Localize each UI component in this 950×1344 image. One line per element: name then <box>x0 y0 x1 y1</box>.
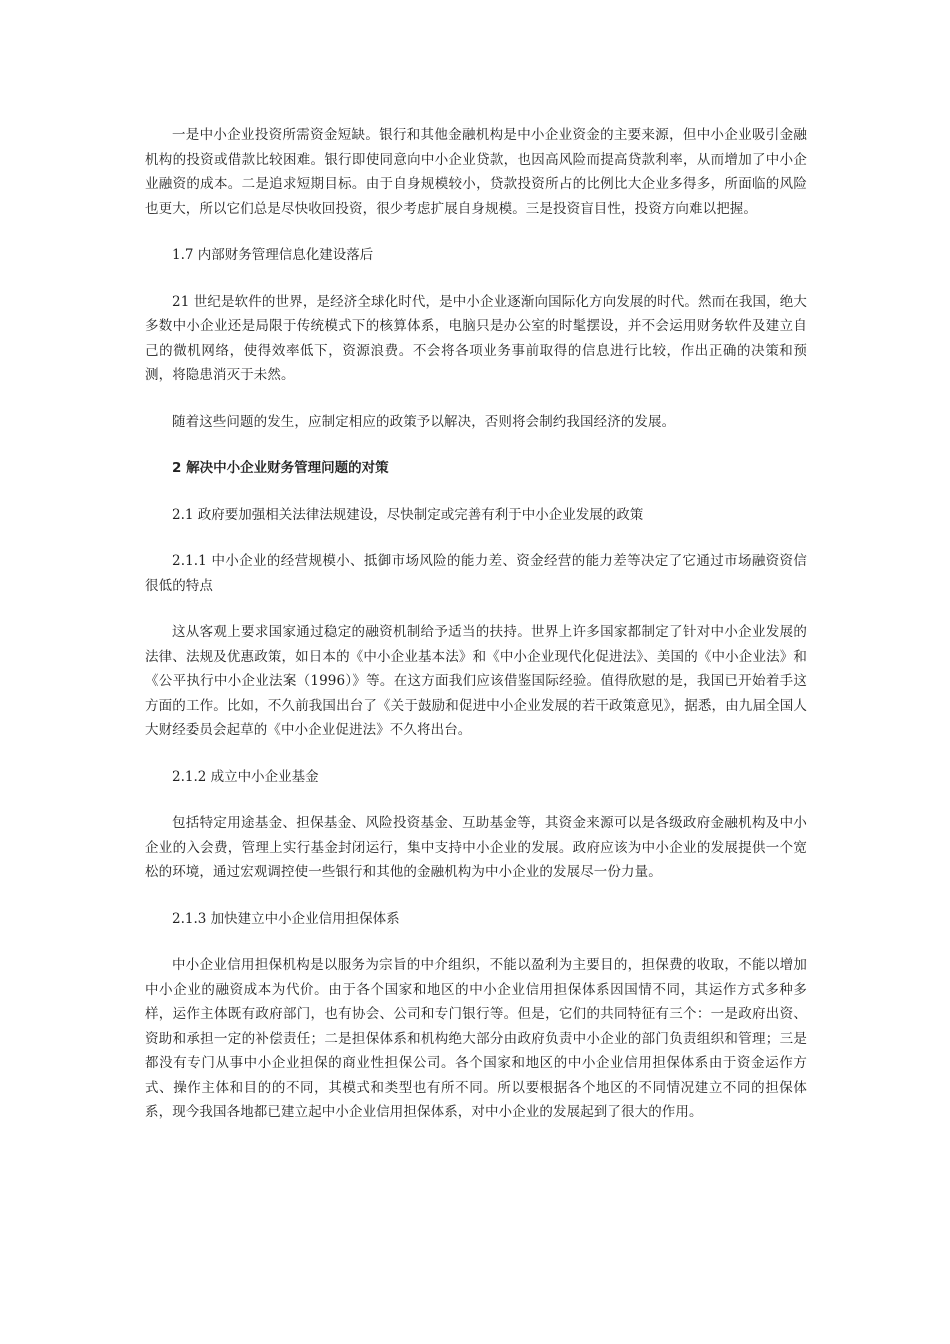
spacer <box>145 885 807 907</box>
heading-2-1-1: 2.1.1 中小企业的经营规模小、抵御市场风险的能力差、资金经营的能力差等决定了它通过市场融资资信很低的特点 <box>145 553 807 594</box>
paragraph-investment-problems: 一是中小企业投资所需资金短缺。银行和其他金融机构是中小企业资金的主要来源，但中小企业吸引金融机构的投资或借款比较困难。银行即使同意向中小企业贷款，也因高风险而提高贷款利率，从而增加了中小企业融资的成本。二是追求短期目标。由于自身规模较小，贷款投资所占的比例比大企业多得多，所面临的风险也更大，所以它们总是尽快收回投资，很少考虑扩展自身规模。三是投资盲目性，投资方向难以把握。 <box>145 127 807 217</box>
spacer <box>145 789 807 811</box>
paragraph-funds: 包括特定用途基金、担保基金、风险投资基金、互助基金等，其资金来源可以是各级政府金融机构及中小企业的入会费，管理上实行基金封闭运行，集中支持中小企业的发展。政府应该为中小企业的发展提供一个宽松的环境，通过宏观调控使一些银行和其他的金融机构为中小企业的发展尽一份力量。 <box>145 815 807 880</box>
spacer <box>145 743 807 765</box>
heading-2: 2 解决中小企业财务管理问题的对策 <box>172 460 389 476</box>
paragraph-credit-guarantee: 中小企业信用担保机构是以服务为宗旨的中介组织，不能以盈利为主要目的，担保费的收取，不能以增加中小企业的融资成本为代价。由于各个国家和地区的中小企业信用担保体系因国情不同，其运作方式多种多样，运作主体既有政府部门，也有协会、公司和专门银行等。但是，它们的共同特征有三个：一是政府出资、资助和承担一定的补偿责任；二是担保体系和机构绝大部分由政府负责中小企业的部门负责组织和管理；三是都没有专门从事中小企业担保的商业性担保公司。各个国家和地区的中小企业信用担保体系由于资金运作方式、操作主体和目的的不同，其模式和类型也有所不同。所以要根据各个地区的不同情况建立不同的担保体系，现今我国各地都已建立起中小企业信用担保体系，对中小企业的发展起到了很大的作用。 <box>145 957 807 1120</box>
spacer <box>145 598 807 620</box>
spacer <box>145 268 807 290</box>
paragraph-informatization: 21 世纪是软件的世界，是经济全球化时代，是中小企业逐渐向国际化方向发展的时代。然而在我国，绝大多数中小企业还是局限于传统模式下的核算体系，电脑只是办公室的时髦摆设，并不会运用财务软件及建立自己的微机网络，使得效率低下，资源浪费。不会将各项业务事前取得的信息进行比较，作出正确的决策和预测，将隐患消灭于未然。 <box>145 293 807 383</box>
heading-2-1: 2.1 政府要加强相关法律法规建设，尽快制定或完善有利于中小企业发展的政策 <box>172 506 644 523</box>
spacer <box>145 931 807 953</box>
spacer <box>145 388 807 410</box>
paragraph-legal-support: 这从客观上要求国家通过稳定的融资机制给予适当的扶持。世界上许多国家都制定了针对中小企业发展的法律、法规及优惠政策，如日本的《中小企业基本法》和《中小企业现代化促进法》、美国的《中小企业法》和《公平执行中小企业法案（1996）》等。在这方面我们应该借鉴国际经验。值得欣慰的是，我国已开始着手这方面的工作。比如，不久前我国出台了《关于鼓励和促进中小企业发展的若干政策意见》，据悉，由九届全国人大财经委员会起草的《中小企业促进法》不久将出台。 <box>145 624 807 738</box>
paragraph-transition: 随着这些问题的发生，应制定相应的政策予以解决，否则将会制约我国经济的发展。 <box>172 413 676 430</box>
heading-2-1-3: 2.1.3 加快建立中小企业信用担保体系 <box>172 910 400 927</box>
heading-2-1-2: 2.1.2 成立中小企业基金 <box>172 768 319 785</box>
heading-1-7: 1.7 内部财务管理信息化建设落后 <box>172 247 374 263</box>
document-body <box>145 123 807 1125</box>
spacer <box>145 481 807 503</box>
spacer <box>145 434 807 456</box>
spacer <box>145 527 807 549</box>
spacer <box>145 221 807 243</box>
